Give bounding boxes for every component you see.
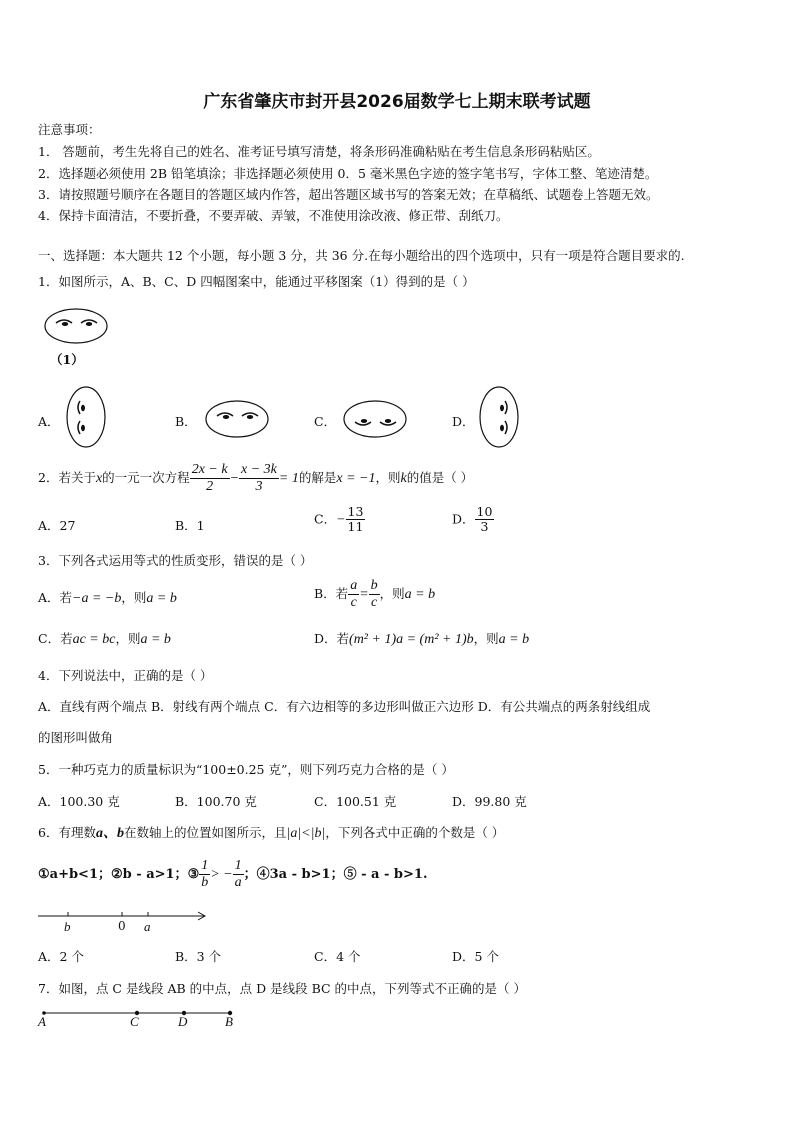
point-label-c: C (130, 1014, 139, 1029)
axis-label-b: b (64, 919, 71, 934)
q6-expression-5: ⑤ - a - b>1. (343, 867, 428, 883)
q3-option-b (314, 578, 435, 611)
fraction-denominator: 3 (480, 519, 489, 535)
q2-mid: 的一元一次方程 (102, 470, 190, 486)
q2-option-c-fraction (346, 505, 366, 535)
q2-solution: x = −1 (336, 471, 376, 487)
q5-option-d: D．99.80 克 (452, 794, 527, 809)
q2-pre: 2．若关于 (38, 470, 96, 486)
q6-expression-3-fraction-1 (199, 858, 210, 891)
q3-a-then: ，则 (121, 590, 147, 605)
q6-expression-2: ②b - a>1； (111, 867, 188, 883)
q3-d-condition: (m² + 1)a = (m² + 1)b (349, 632, 474, 647)
q1-option-d-label: D． (452, 414, 475, 429)
q6-expressions (38, 858, 427, 891)
face-option-d (479, 386, 521, 448)
fraction-denominator: c (371, 595, 378, 611)
q2-option-d (452, 505, 494, 535)
fraction-denominator: a (234, 875, 242, 891)
q3-c-condition: ac = bc (72, 632, 116, 647)
q2-option-d-fraction (475, 505, 495, 535)
q5-option-c: C．100.51 克 (314, 794, 397, 809)
question-5-stem: 5．一种巧克力的质量标识为“100±0.25 克”，则下列巧克力合格的是（ ） (38, 762, 454, 777)
q5-option-a: A．100.30 克 (38, 794, 120, 809)
q6-expression-3-label: ③ (187, 867, 200, 883)
q6-expression-1: ①a+b<1； (38, 867, 111, 883)
fraction-numerator: 1 (199, 858, 210, 875)
figure-1-label: （1） (50, 352, 84, 367)
q6-condition: |a|<|b| (286, 826, 326, 841)
question-6-stem (38, 822, 504, 842)
q6-stem-pre: 6．有理数 (38, 825, 96, 840)
notice-item: 4．保持卡面清洁，不要折叠，不要弄破、弄皱，不准使用涂改液、修正带、刮纸刀。 (38, 208, 509, 223)
q2-minus: − (229, 471, 240, 487)
question-3-stem: 3．下列各式运用等式的性质变形，错误的是（ ） (38, 553, 313, 568)
face-option-b (205, 400, 271, 440)
fraction-denominator: 3 (255, 479, 263, 495)
q6-vars: a、b (95, 826, 124, 841)
question-2-stem (38, 462, 473, 495)
q2-mid2: 的解是 (298, 470, 337, 486)
q4-options: A．直线有两个端点 B．射线有两个端点 C．有六边相等的多边形叫做正六边形 D．有公共端点的两条射线组成 (38, 699, 651, 714)
face-option-a (66, 386, 108, 448)
q3-c-result: a = b (140, 632, 171, 647)
question-4-stem: 4．下列说法中，正确的是（ ） (38, 668, 213, 683)
fraction-numerator: 13 (347, 504, 364, 519)
face-option-c (343, 400, 409, 440)
fraction-numerator: x − 3k (239, 462, 279, 479)
q3-b-label: B．若 (314, 586, 349, 602)
notice-item: 1． 答题前，考生先将自己的姓名、准考证号填写清楚，将条形码准确粘贴在考生信息条形码粘贴区。 (38, 144, 600, 159)
point-label-b: B (225, 1014, 233, 1029)
fraction-numerator: 1 (233, 858, 244, 875)
fraction-denominator: c (350, 595, 357, 611)
q6-option-d: D．5 个 (452, 949, 499, 964)
axis-label-0: 0 (118, 919, 126, 933)
q6-stem-post: ，下列各式中正确的个数是（ ） (325, 825, 505, 840)
fraction-numerator: a (348, 578, 359, 595)
q3-option-c (38, 629, 171, 648)
q5-option-b: B．100.70 克 (175, 794, 257, 809)
q2-option-d-label: D． (452, 511, 475, 527)
section-heading: 一、选择题：本大题共 12 个小题，每小题 3 分，共 36 分.在每小题给出的四个选项中，只有一项是符合题目要求的. (38, 248, 685, 263)
q3-c-then: ，则 (115, 631, 141, 646)
q1-option-b-label: B． (175, 414, 197, 429)
q3-option-d (314, 629, 529, 648)
q6-expression-4: ④3a - b>1； (256, 867, 344, 883)
q1-option-c-label: C． (314, 414, 337, 429)
var-x: x (95, 471, 103, 487)
q2-option-a: A．27 (38, 518, 76, 533)
q3-d-label: D．若 (314, 631, 350, 646)
notice-item: 3．请按照题号顺序在各题目的答题区域内作答，超出答题区域书写的答案无效；在草稿纸、试题卷上答题无效。 (38, 187, 659, 202)
face-figure-1 (44, 308, 110, 348)
q3-option-a (38, 588, 177, 607)
fraction-denominator: b (201, 875, 209, 891)
q3-b-fraction-1 (348, 578, 359, 611)
q6-option-b: B．3 个 (175, 949, 222, 964)
notice-heading: 注意事项： (38, 122, 101, 137)
q6-expression-3-operator: > − (210, 867, 233, 883)
q6-option-a: A．2 个 (38, 949, 84, 964)
point-label-a: A (38, 1014, 46, 1029)
q2-mid3: ，则 (375, 470, 401, 486)
q6-expression-3-fraction-2 (233, 858, 244, 891)
q4-options-continued: 的图形叫做角 (38, 730, 114, 745)
q2-option-c-sign: − (336, 512, 346, 528)
page-title: 广东省肇庆市封开县2026届数学七上期末联考试题 (203, 92, 591, 112)
q2-option-c (314, 505, 365, 535)
q6-expression-3-end: ； (243, 867, 257, 883)
axis-label-a: a (144, 919, 151, 934)
q2-option-b: B．1 (175, 518, 205, 533)
q2-option-c-label: C． (314, 511, 337, 527)
point-label-d: D (178, 1014, 188, 1029)
q3-b-then: ，则 (379, 586, 405, 602)
q6-option-c: C．4 个 (314, 949, 361, 964)
q3-a-condition: −a = −b (72, 591, 122, 606)
q3-d-then: ，则 (473, 631, 499, 646)
question-1-stem: 1．如图所示，A、B、C、D 四幅图案中，能通过平移图案（1）得到的是（ ） (38, 274, 475, 289)
q3-b-result: a = b (404, 587, 436, 603)
question-7-stem: 7．如图，点 C 是线段 AB 的中点，点 D 是线段 BC 的中点，下列等式不正确的是（ ） (38, 981, 526, 996)
q2-eq: = 1 (278, 471, 299, 487)
q3-a-result: a = b (146, 591, 177, 606)
fraction-numerator: b (369, 578, 380, 595)
fraction-denominator: 11 (347, 519, 364, 535)
q2-fraction-1 (190, 462, 230, 495)
q2-fraction-2 (239, 462, 279, 495)
fraction-numerator: 10 (476, 504, 493, 519)
fraction-denominator: 2 (206, 479, 214, 495)
q3-d-result: a = b (498, 632, 530, 647)
q2-post: 的值是（ ） (406, 470, 474, 486)
var-k: k (400, 471, 407, 487)
q3-a-label: A．若 (38, 590, 73, 605)
q6-stem-mid: 在数轴上的位置如图所示，且 (123, 825, 287, 840)
notice-item: 2．选择题必须使用 2B 铅笔填涂；非选择题必须使用 0．5 毫米黑色字迹的签字笔书写，字体工整、笔迹清楚。 (38, 166, 658, 181)
fraction-numerator: 2x − k (190, 462, 230, 479)
q3-b-equals: = (359, 587, 369, 603)
q1-option-a-label: A． (38, 414, 60, 429)
q3-b-fraction-2 (369, 578, 380, 611)
q3-c-label: C．若 (38, 631, 73, 646)
